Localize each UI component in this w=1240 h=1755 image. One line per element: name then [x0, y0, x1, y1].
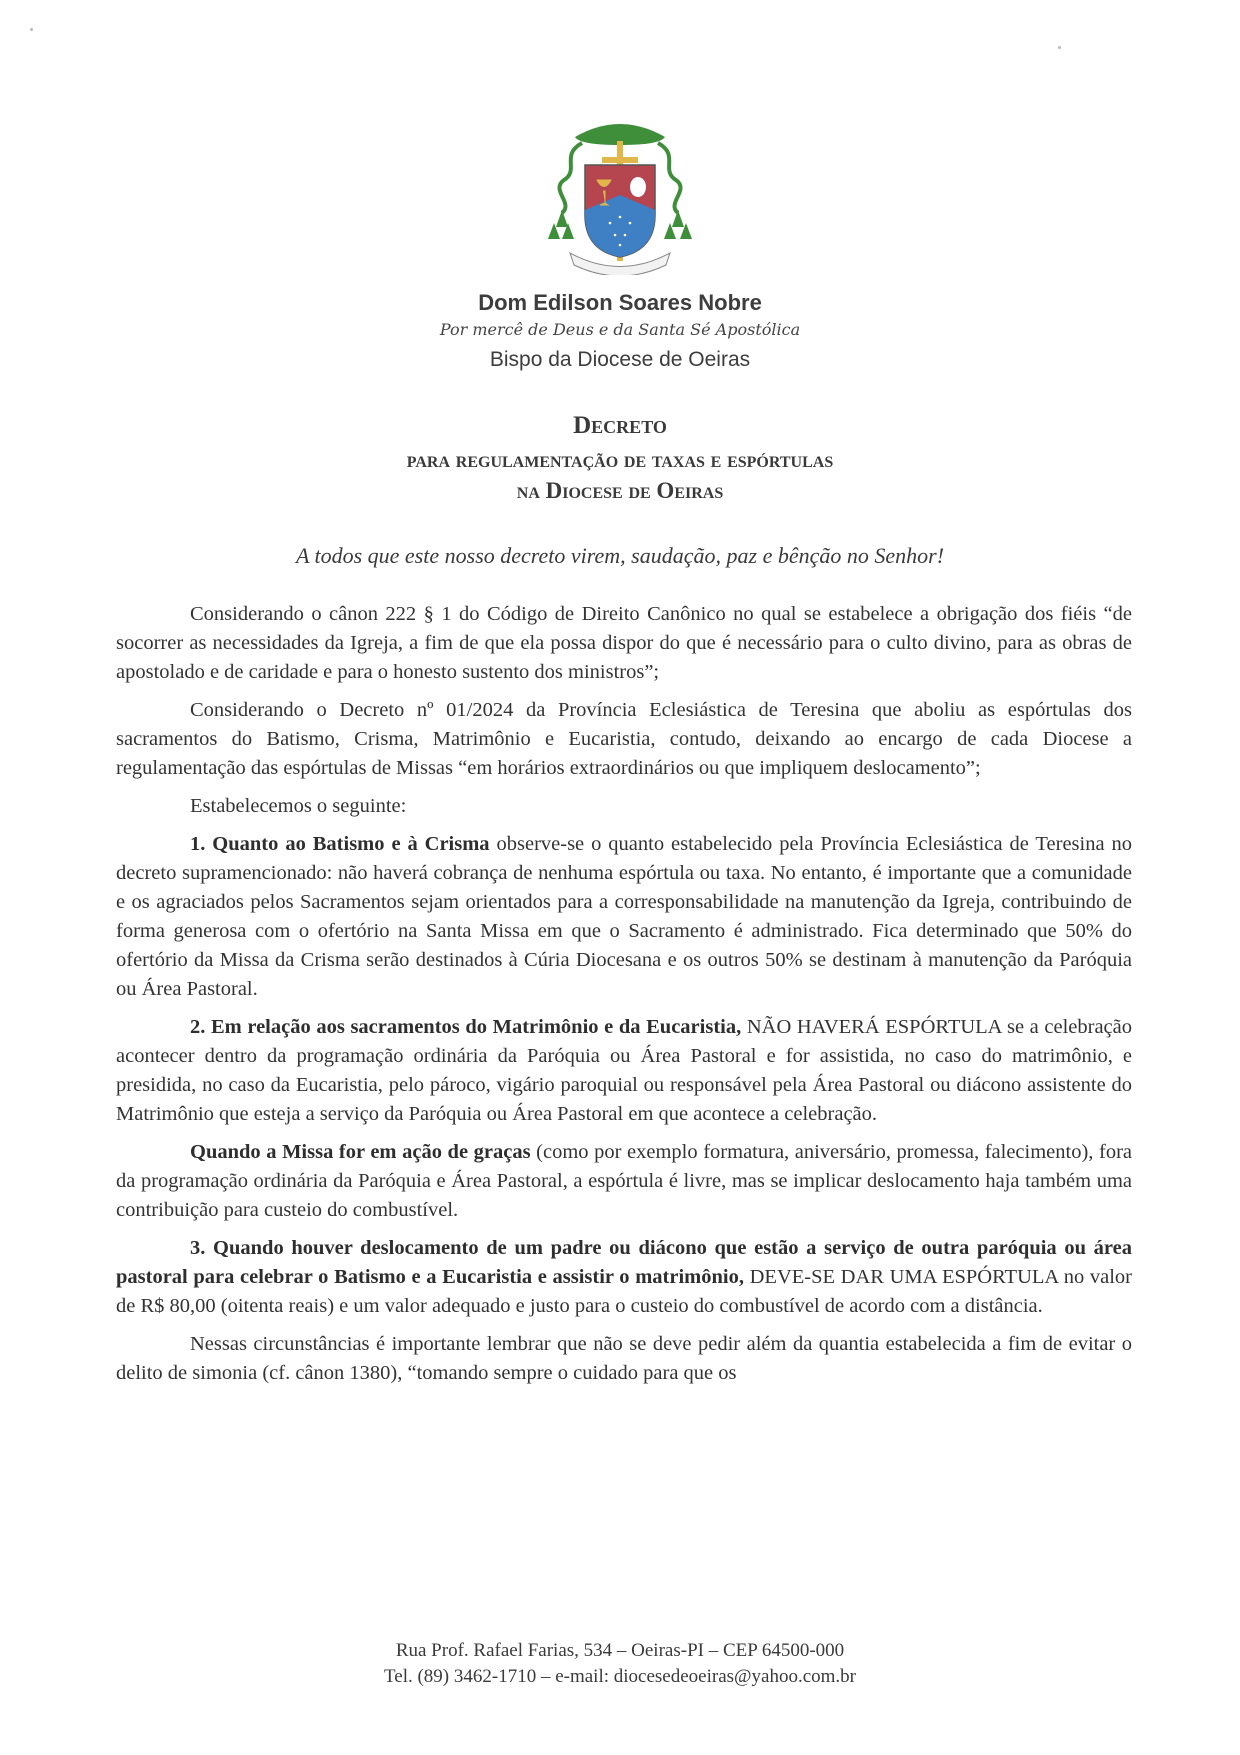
footer-address: Rua Prof. Rafael Farias, 534 – Oeiras-PI – CEP 64500-000: [395, 1640, 845, 1661]
thanksgiving-heading: Quando a Missa for em ação de graças: [190, 1141, 531, 1163]
article-1: [116, 830, 1132, 1004]
bishop-role: Bispo da Diocese de Oeiras: [489, 348, 751, 371]
decree-title-line3: na Diocese de Oeiras: [516, 478, 724, 503]
paragraph-canon-222: Considerando o cânon 222 § 1 do Código de Direito Canônico no qual se estabelece a obrigação dos fiéis “de socorrer as necessidades da Igreja, a fim de que ela possa dispor do que é necessário para o culto divino, para as obras de apostolado e de caridade e para o honesto sustento dos ministros”;: [116, 603, 1132, 683]
decree-body: [116, 600, 1132, 1397]
episcopal-coat-of-arms-icon: [540, 115, 700, 275]
footer-contact: Tel. (89) 3462-1710 – e-mail: diocesedeoeiras@yahoo.com.br: [383, 1666, 857, 1687]
scan-speck: [1058, 46, 1061, 49]
decree-title: Decreto: [573, 412, 667, 439]
thanksgiving-text: (como por exemplo formatura, aniversário, promessa, falecimento), fora da programação ordinária da Paróquia e Área Pastoral, a espórtula é livre, mas se implicar deslocamento haja também uma contribuição para custeio do combustível.: [116, 1141, 1132, 1221]
bishop-name: Dom Edilson Soares Nobre: [478, 290, 762, 315]
decree-title-line2: para regulamentação de taxas e espórtulas: [406, 447, 834, 472]
article-3: [116, 1234, 1132, 1321]
article-1-heading: 1. Quanto ao Batismo e à Crisma: [190, 833, 490, 855]
article-2: [116, 1013, 1132, 1129]
bishop-subtitle: Por mercê de Deus e da Santa Sé Apostólica: [439, 320, 801, 339]
scan-speck: [30, 28, 33, 31]
article-2-mass-thanksgiving: [116, 1138, 1132, 1225]
paragraph-establish: Estabelecemos o seguinte:: [190, 795, 407, 817]
article-1-text: observe-se o quanto estabelecido pela Província Eclesiástica de Teresina no decreto supramencionado: não haverá cobrança de nenhuma espórtula ou taxa. No entanto, é importante que a comunidade e os agraciados pelos Sacramentos sejam orientados para a corresponsabilidade na manutenção da Igreja, contribuindo de forma generosa com o ofertório na Santa Missa em que o Sacramento é administrado. Fica determinado que 50% do ofertório da Missa da Crisma serão destinados à Cúria Diocesana e os outros 50% se destinam à manutenção da Paróquia ou Área Pastoral.: [116, 833, 1132, 1000]
article-2-text: NÃO HAVERÁ ESPÓRTULA se a celebração acontecer dentro da programação ordinária da Paróquia ou Área Pastoral e for assistida, no caso do matrimônio, e presidida, no caso da Eucaristia, pelo pároco, vigário paroquial ou responsável pela Área Pastoral ou diácono assistente do Matrimônio que esteja a serviço da Paróquia ou Área Pastoral em que acontece a celebração.: [116, 1016, 1132, 1125]
paragraph-decree-01-2024: Considerando o Decreto nº 01/2024 da Província Eclesiástica de Teresina que aboliu as espórtulas dos sacramentos do Batismo, Crisma, Matrimônio e Eucaristia, contudo, deixando ao encargo de cada Diocese a regulamentação das espórtulas de Missas “em horários extraordinários ou que impliquem deslocamento”;: [116, 699, 1132, 779]
article-2-heading: 2. Em relação aos sacramentos do Matrimônio e da Eucaristia,: [190, 1016, 742, 1038]
greeting: A todos que este nosso decreto virem, saudação, paz e bênção no Senhor!: [295, 543, 945, 568]
paragraph-simony: Nessas circunstâncias é importante lembrar que não se deve pedir além da quantia estabelecida a fim de evitar o delito de simonia (cf. cânon 1380), “tomando sempre o cuidado para que os: [116, 1333, 1132, 1384]
article-3-text: DEVE-SE DAR UMA ESPÓRTULA no valor de R$ 80,00 (oitenta reais) e um valor adequado e justo para o custeio do combustível de acordo com a distância.: [116, 1266, 1133, 1317]
article-3-heading: 3. Quando houver deslocamento de um padre ou diácono que estão a serviço de outra paróquia ou área pastoral para celebrar o Batismo e a Eucaristia e assistir o matrimônio,: [116, 1237, 1132, 1288]
